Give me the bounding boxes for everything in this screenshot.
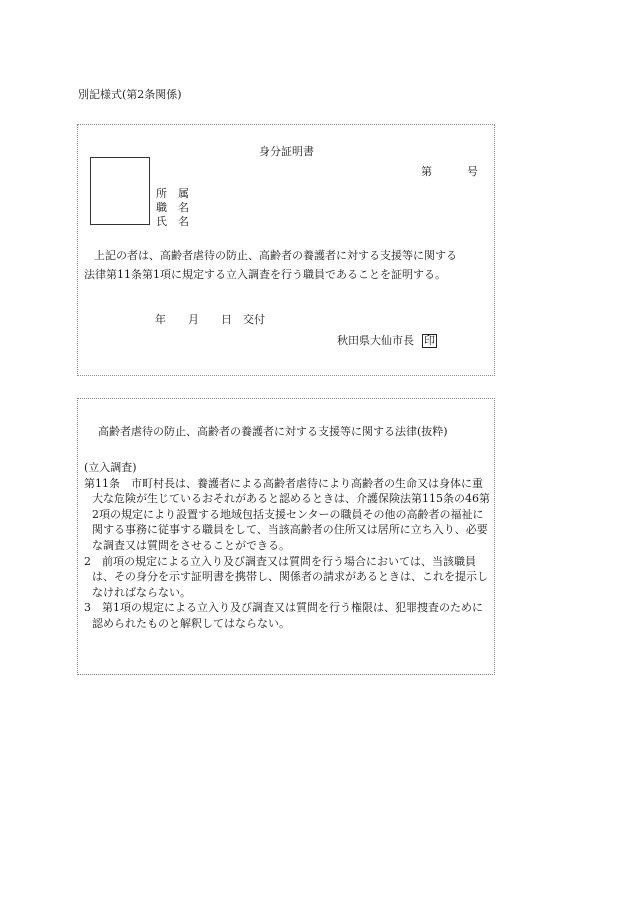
seal-mark: 印 (424, 334, 435, 347)
law-title: 高齢者虐待の防止、高齢者の養護者に対する支援等に関する法律(抜粋) (98, 425, 448, 438)
field-position: 職 名 (156, 201, 189, 214)
issuer-name: 秋田県大仙市長 (337, 334, 414, 347)
certificate-title: 身分証明書 (259, 145, 314, 158)
field-name: 氏 名 (156, 215, 189, 228)
identity-certificate (77, 124, 495, 376)
paragraph-3: 3 第1項の規定による立入り及び調査又は質問を行う権限は、犯罪捜査のために認められたものと解釈してはならない。 (84, 601, 483, 630)
form-label: 別記様式(第2条関係) (78, 88, 182, 101)
article-11: 第11条 市町村長は、養護者による高齢者虐待により高齢者の生命又は身体に重大な危険が生じているおそれがあると認めるときは、介護保険法第115条の46第2項の規定により設置する地域包括支援センターの職員その他の高齢者の福祉に関する事務に従事する職員をして、当該高齢者の住所又は居所に立ち入り、必要な調査又は質問をさせることができる。 (84, 476, 490, 552)
number-suffix: 号 (467, 165, 478, 178)
field-affiliation: 所 属 (156, 187, 189, 200)
law-text (84, 460, 492, 632)
number-prefix: 第 (421, 165, 432, 178)
certificate-body-line2: 法律第11条第1項に規定する立入調査を行う職員であることを証明する。 (84, 268, 446, 281)
paragraph-2: 2 前項の規定による立入り及び調査又は質問を行う場合においては、当該職員は、その身分を示す証明書を携帯し、関係者の請求があるときは、これを提示しなければならない。 (84, 554, 488, 599)
law-excerpt (77, 398, 495, 675)
issue-date: 年 月 日 交付 (155, 313, 265, 326)
issuer-block (337, 332, 437, 348)
section-heading: (立入調査) (84, 461, 137, 474)
photo-placeholder (90, 157, 150, 225)
certificate-body-line1: 上記の者は、高齢者虐待の防止、高齢者の養護者に対する支援等に関する (94, 249, 457, 262)
